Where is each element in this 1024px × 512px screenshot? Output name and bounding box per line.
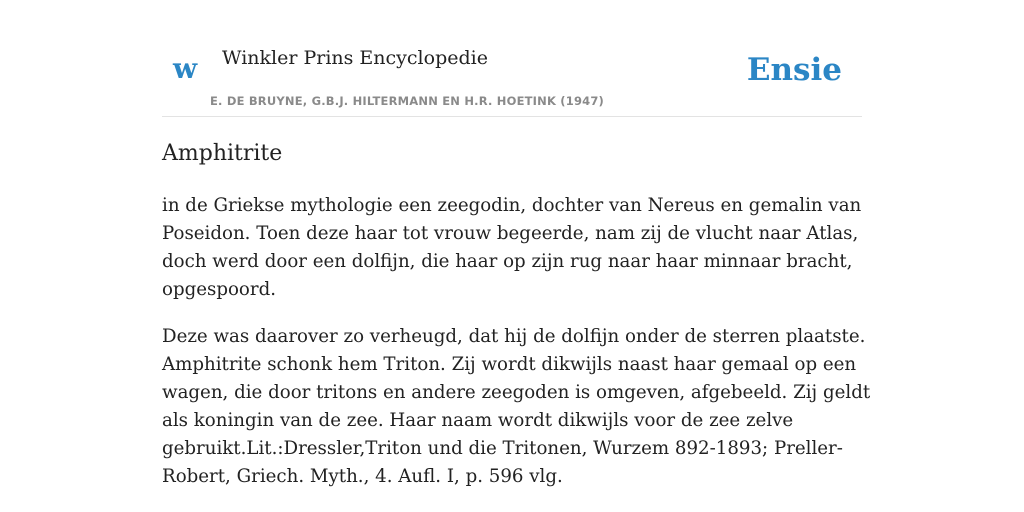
header [162,0,862,117]
article-paragraph-2: Deze was daarover zo verheugd, dat hij de dolfijn onder de sterren plaatste. Amphitrite schonk hem Triton. Zij wordt dikwijls naast haar gemaal op een wagen, die door tritons en andere zeegoden is omgeven, afgebeeld. Zij geldt als koningin van de zee. Haar naam wordt dikwijls voor de zee zelve gebruikt.Lit.:Dressler,Triton und die Tritonen, Wurzem 892-1893; Preller-Robert, Griech. Myth., 4. Aufl. I, p. 596 vlg. [162,326,871,487]
brand-logo[interactable]: Ensie [746,52,842,88]
article-paragraph-1: in de Griekse mythologie een zeegodin, dochter van Nereus en gemalin van Poseidon. Toen deze haar tot vrouw begeerde, nam zij de vlucht naar Atlas, doch werd door een dolfijn, die haar op zijn rug naar haar minnaar bracht, opgespoord. [162,195,862,300]
article [162,138,872,491]
logo-w-icon[interactable]: w [173,52,198,85]
authors-line: E. DE BRUYNE, G.B.J. HILTERMANN EN H.R. HOETINK (1947) [210,94,605,108]
article-title: Amphitrite [162,141,283,166]
site-title[interactable]: Winkler Prins Encyclopedie [222,47,488,69]
